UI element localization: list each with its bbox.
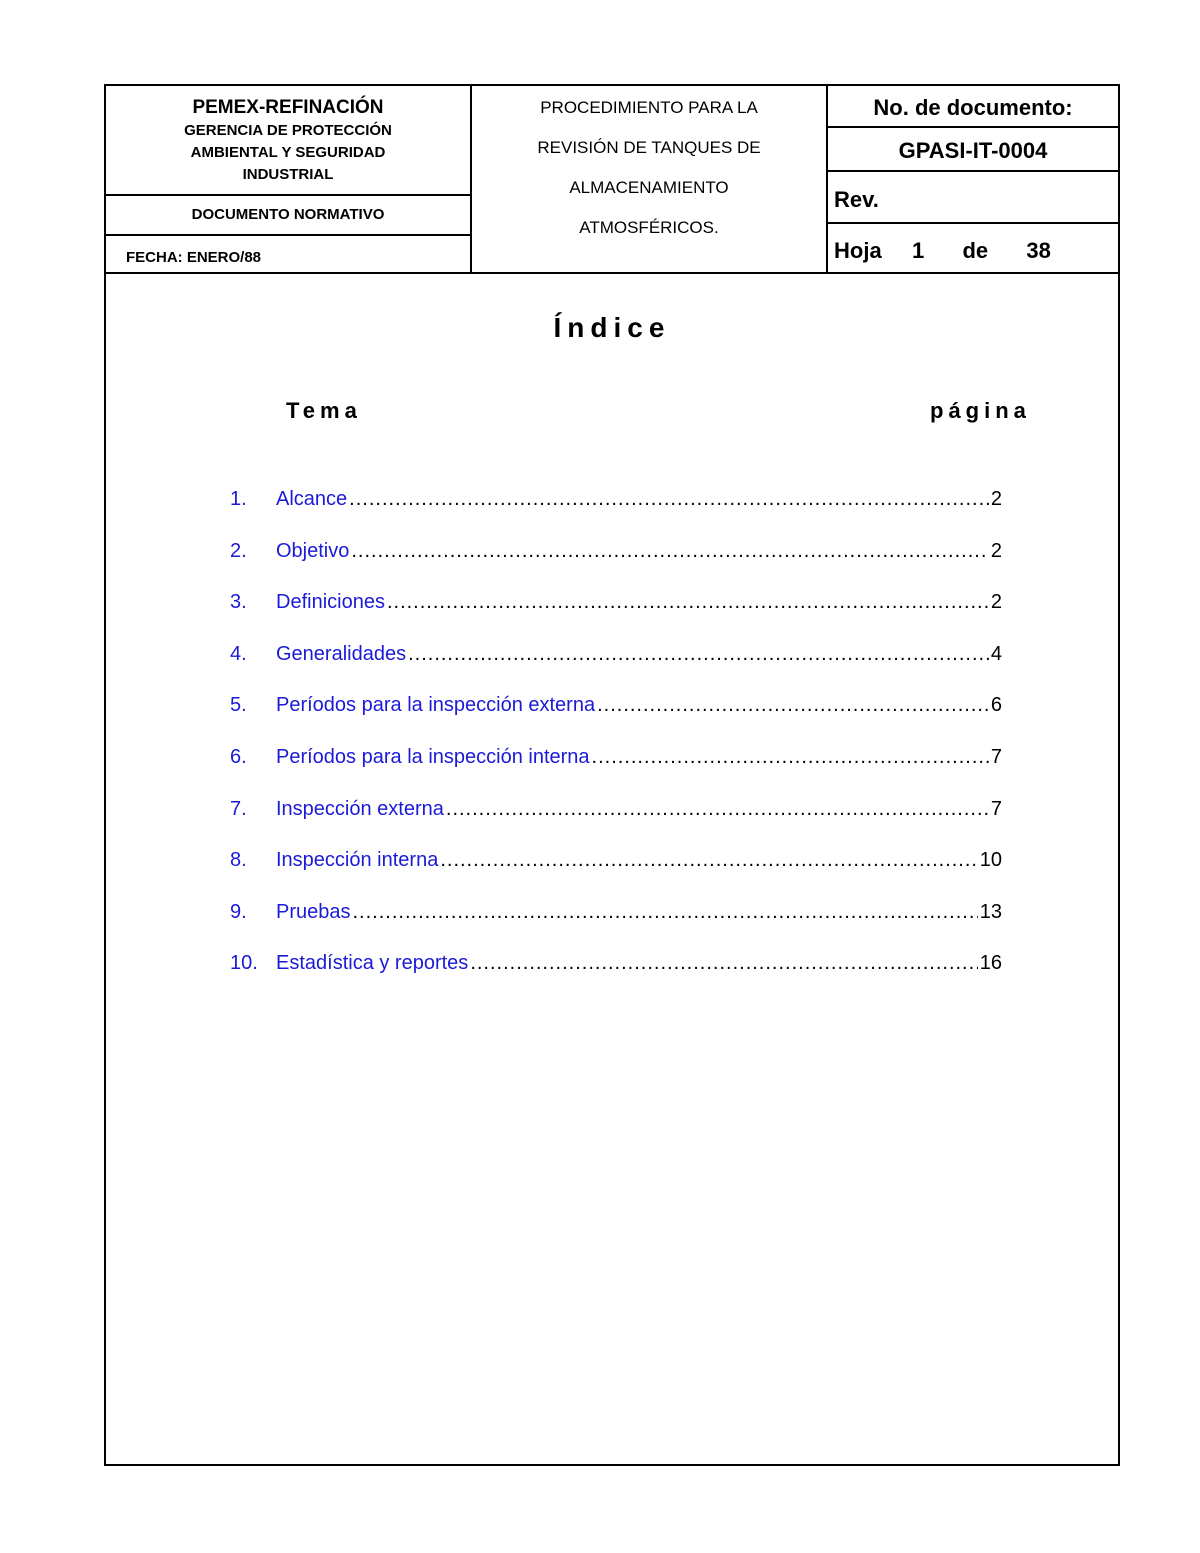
column-heading-topic: Tema xyxy=(286,398,362,423)
toc-leader-dots xyxy=(387,577,989,629)
sheet-total: 38 xyxy=(1026,238,1051,263)
toc-entry-page: 7 xyxy=(990,797,1002,820)
header-title-column xyxy=(472,86,828,272)
toc-entry-page: 2 xyxy=(990,539,1002,562)
document-title xyxy=(472,86,826,272)
toc-entry[interactable] xyxy=(230,784,1002,836)
title-line: PROCEDIMIENTO PARA LA xyxy=(540,98,758,117)
toc-entry-link[interactable]: Estadística y reportes xyxy=(276,952,469,975)
toc-entry[interactable] xyxy=(230,732,1002,784)
document-date: FECHA: ENERO/88 xyxy=(126,249,262,266)
document-number: GPASI-IT-0004 xyxy=(828,128,1118,172)
toc-entry-page: 2 xyxy=(990,488,1002,510)
toc-entry-link[interactable]: Alcance xyxy=(276,488,348,510)
toc-leader-dots xyxy=(349,474,989,526)
toc-entry-number: 2. xyxy=(230,539,247,562)
title-line: REVISIÓN DE TANQUES DE xyxy=(537,138,761,157)
toc-entry-number: 3. xyxy=(230,591,247,614)
document-type: DOCUMENTO NORMATIVO xyxy=(106,196,470,236)
toc-leader-dots xyxy=(470,938,977,990)
title-line: ATMOSFÉRICOS. xyxy=(579,218,719,237)
toc-entry-page: 4 xyxy=(990,642,1002,665)
toc-entry[interactable] xyxy=(230,938,1002,990)
toc-entry-number: 8. xyxy=(230,849,247,872)
department-line: GERENCIA DE PROTECCIÓN xyxy=(184,122,392,139)
toc-entry-number: 7. xyxy=(230,797,247,820)
sheet-label: Hoja xyxy=(834,238,882,263)
header-left-column xyxy=(106,86,472,272)
toc-entry-link[interactable]: Pruebas xyxy=(276,900,351,923)
header-right-column xyxy=(828,86,1118,272)
toc-entry-page: 16 xyxy=(979,952,1002,975)
toc-entry-page: 2 xyxy=(990,591,1002,614)
revision-label: Rev. xyxy=(828,172,1118,224)
table-of-contents xyxy=(230,474,1002,990)
toc-leader-dots xyxy=(408,629,989,681)
toc-entry-link[interactable]: Objetivo xyxy=(276,539,350,562)
column-heading-page: página xyxy=(930,398,1031,423)
toc-entry-page: 13 xyxy=(979,900,1002,923)
toc-entry-number: 6. xyxy=(230,745,247,768)
toc-entry[interactable] xyxy=(230,680,1002,732)
toc-entry-link[interactable]: Definiciones xyxy=(276,591,385,614)
toc-entry[interactable] xyxy=(230,526,1002,578)
toc-entry[interactable] xyxy=(230,835,1002,887)
department-line: AMBIENTAL Y SEGURIDAD xyxy=(190,144,386,161)
toc-entry-page: 6 xyxy=(990,694,1002,717)
organization-name: PEMEX-REFINACIÓN xyxy=(192,97,384,118)
index-title: Índice xyxy=(553,312,671,343)
toc-entry-page: 7 xyxy=(990,745,1002,768)
toc-leader-dots xyxy=(597,680,989,732)
toc-entry-link[interactable]: Inspección interna xyxy=(276,849,439,872)
toc-entry-number: 10. xyxy=(230,952,258,975)
toc-leader-dots xyxy=(592,732,989,784)
title-line: ALMACENAMIENTO xyxy=(569,178,729,197)
document-header xyxy=(106,86,1118,274)
toc-entry-link[interactable]: Generalidades xyxy=(276,642,407,665)
document-number-label: No. de documento: xyxy=(828,86,1118,128)
toc-entry-number: 9. xyxy=(230,900,247,923)
sheet-indicator xyxy=(828,224,1118,272)
toc-entry-link[interactable]: Inspección externa xyxy=(276,797,444,820)
sheet-of-label: de xyxy=(962,238,989,263)
toc-entry-number: 1. xyxy=(230,488,247,510)
toc-entry[interactable] xyxy=(230,577,1002,629)
toc-entry[interactable] xyxy=(230,887,1002,939)
toc-leader-dots xyxy=(440,835,977,887)
toc-leader-dots xyxy=(446,784,989,836)
toc-entry-number: 5. xyxy=(230,694,247,717)
toc-entry[interactable] xyxy=(230,629,1002,681)
sheet-current: 1 xyxy=(911,238,925,263)
toc-leader-dots xyxy=(353,887,978,939)
department-line: INDUSTRIAL xyxy=(242,166,334,183)
organization-cell xyxy=(106,86,470,196)
toc-entry[interactable] xyxy=(230,474,1002,526)
toc-entry-page: 10 xyxy=(979,849,1002,872)
document-frame xyxy=(104,84,1120,1466)
toc-entry-number: 4. xyxy=(230,642,247,665)
toc-entry-link[interactable]: Períodos para la inspección interna xyxy=(276,745,590,768)
toc-entry-link[interactable]: Períodos para la inspección externa xyxy=(276,694,596,717)
toc-leader-dots xyxy=(351,526,989,578)
